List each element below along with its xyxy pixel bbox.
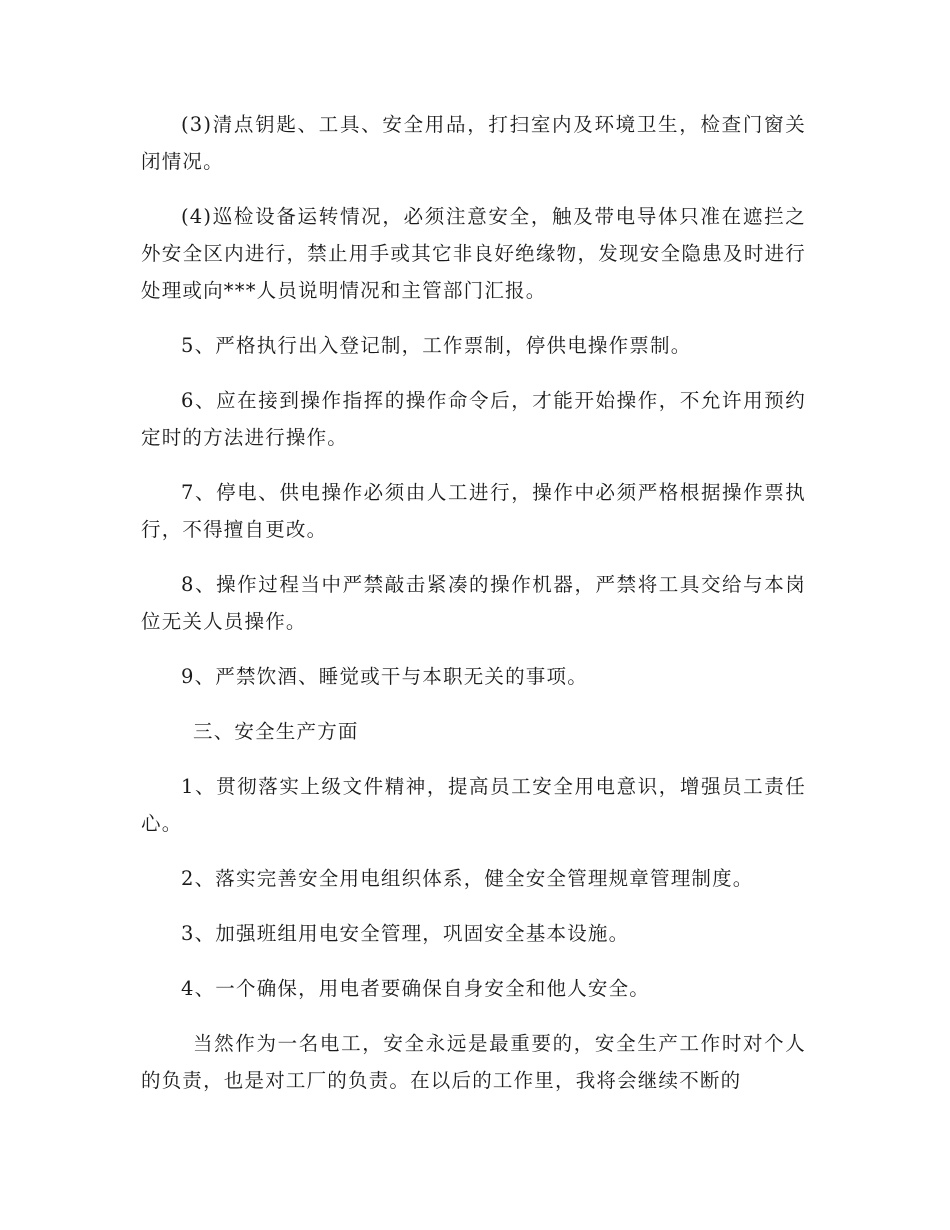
section-heading-safety-production: 三、安全生产方面 [193,720,359,743]
paragraph-safety-1: 1、贯彻落实上级文件精神，提高员工安全用电意识，增强员工责任心。 [141,775,806,835]
paragraph-safety-3: 3、加强班组用电安全管理，巩固安全基本设施。 [181,922,630,945]
paragraph-rule-5: 5、严格执行出入登记制，工作票制，停供电操作票制。 [181,334,692,357]
paragraph-item-3: (3)清点钥匙、工具、安全用品，打扫室内及环境卫生，检查门窗关闭情况。 [141,113,806,173]
paragraph-safety-2: 2、落实完善安全用电组织体系，健全安全管理规章管理制度。 [181,867,754,890]
paragraph-rule-6: 6、应在接到操作指挥的操作命令后，才能开始操作，不允许用预约定时的方法进行操作。 [141,389,806,449]
paragraph-conclusion: 当然作为一名电工，安全永远是最重要的，安全生产工作时对个人的负责，也是对工厂的负责。在以后的工作里，我将会继续不断的 [141,1032,806,1092]
paragraph-item-4: (4)巡检设备运转情况，必须注意安全，触及带电导体只准在遮拦之外安全区内进行，禁止用手或其它非良好绝缘物，发现安全隐患及时进行处理或向***人员说明情况和主管部门汇报。 [141,205,806,302]
paragraph-safety-4: 4、一个确保，用电者要确保自身安全和他人安全。 [181,977,651,1000]
paragraph-rule-7: 7、停电、供电操作必须由人工进行，操作中必须严格根据操作票执行，不得擅自更改。 [141,481,806,541]
paragraph-rule-9: 9、严禁饮酒、睡觉或干与本职无关的事项。 [181,665,588,688]
paragraph-rule-8: 8、操作过程当中严禁敲击紧凑的操作机器，严禁将工具交给与本岗位无关人员操作。 [141,573,806,633]
document-body [141,106,806,1099]
